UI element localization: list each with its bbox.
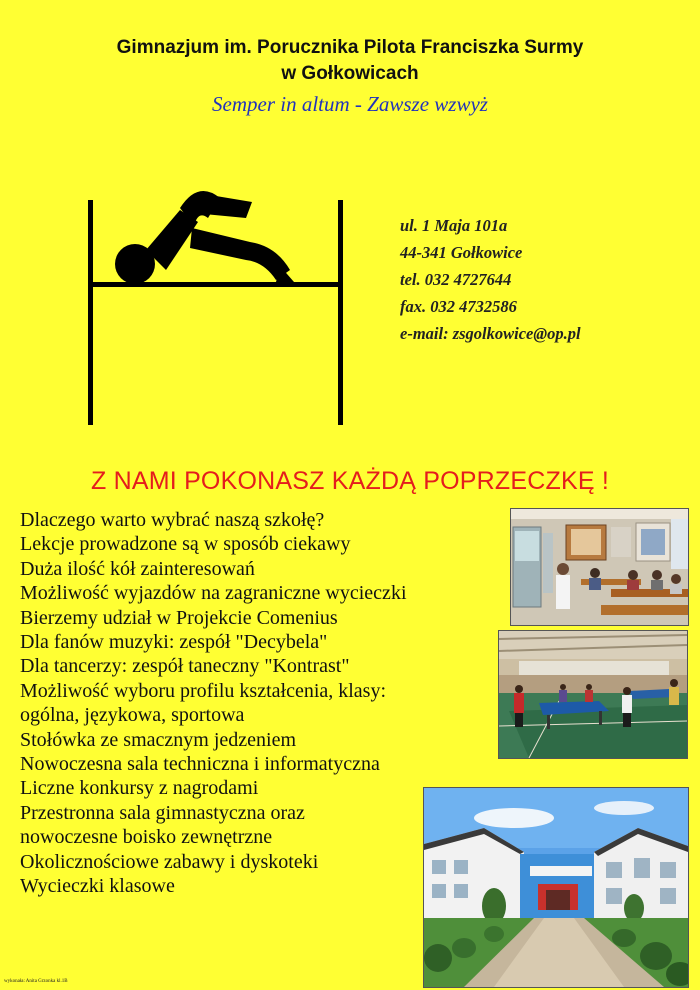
school-name-line1: Gimnazjum im. Porucznika Pilota Franciszka Surmy xyxy=(116,37,584,58)
reasons-list xyxy=(20,508,407,899)
footer-credit: wykonała: Anita Grzonka kl.1B xyxy=(4,979,68,984)
list-item: nowoczesne boisko zewnętrzne xyxy=(20,826,273,849)
high-jump-icon xyxy=(80,170,355,425)
contact-phone: tel. 032 4727644 xyxy=(400,270,512,289)
list-item: Liczne konkursy z nagrodami xyxy=(20,777,259,800)
school-building-photo xyxy=(423,787,689,988)
list-item: Możliwość wyjazdów na zagraniczne wycieczki xyxy=(20,582,407,605)
contact-fax: fax. 032 4732586 xyxy=(400,297,517,316)
list-item: Dlaczego warto wybrać naszą szkołę? xyxy=(20,509,325,531)
school-motto: Semper in altum - Zawsze wzwyż xyxy=(212,92,488,116)
list-item: Możliwość wyboru profilu kształcenia, klasy: xyxy=(20,679,387,702)
list-item: Lekcje prowadzone są w sposób ciekawy xyxy=(20,533,351,556)
list-item: Dla fanów muzyki: zespół "Decybela" xyxy=(20,631,328,654)
list-item: Nowoczesna sala techniczna i informatyczna xyxy=(20,753,380,776)
slogan-heading: Z NAMI POKONASZ KAŻDĄ POPRZECZKĘ ! xyxy=(91,467,609,495)
contact-city: 44-341 Gołkowice xyxy=(400,243,523,262)
list-item: Przestronna sala gimnastyczna oraz xyxy=(20,801,305,824)
contact-street: ul. 1 Maja 101a xyxy=(400,216,508,235)
gym-photo xyxy=(498,630,688,759)
list-item: Bierzemy udział w Projekcie Comenius xyxy=(20,606,338,629)
classroom-photo xyxy=(510,508,689,626)
list-item: Okolicznościowe zabawy i dyskoteki xyxy=(20,850,319,873)
list-item: ogólna, językowa, sportowa xyxy=(20,704,245,727)
list-item: Stołówka ze smacznym jedzeniem xyxy=(20,728,297,751)
list-item: Duża ilość kół zainteresowań xyxy=(20,557,255,580)
contact-email: e-mail: zsgolkowice@op.pl xyxy=(400,324,581,343)
list-item: Dla tancerzy: zespół taneczny "Kontrast" xyxy=(20,655,350,678)
list-item: Wycieczki klasowe xyxy=(20,875,175,898)
school-name-line2: w Gołkowicach xyxy=(281,63,419,84)
